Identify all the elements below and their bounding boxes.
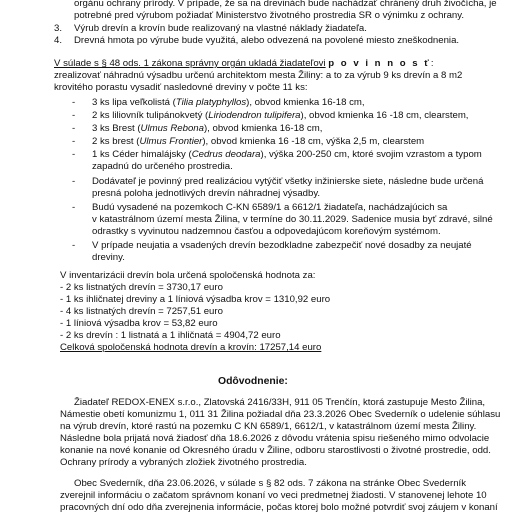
valuation-item: - 1 líniová výsadba krov = 53,82 euro (60, 318, 218, 329)
duty-line: presná poloha jednotlivých drevín náhradnej výsadby. (92, 188, 321, 199)
tree-item-text: 2 ks liliovník tulipánokvetý (Liriodendron tulipifera), obvod kmienka 16 -18 cm, clearstem, (92, 110, 469, 121)
valuation-item: - 2 ks drevín : 1 listnatá a 1 ihličnatá = 4904,72 euro (60, 330, 281, 341)
tree-item: - (72, 110, 76, 121)
obligation-line: krovitého porastu vysadiť nasledovné dreviny v počte 11 ks: (54, 82, 308, 93)
tree-item-text: 3 ks Brest (Ulmus Rebona), obvod kmienka 16-18 cm, (92, 123, 323, 134)
obligation-colon: : (430, 58, 434, 69)
duty-bullet: - (72, 240, 76, 251)
duty-line: odrastky s vyvinutou nadzemnou časťou a odpovedajúcom koreňovým systémom. (92, 226, 441, 237)
duty-bullet: - (72, 176, 76, 187)
condition-text: Výrub drevín a krovín bude realizovaný na vlastné náklady žiadateľa. (74, 23, 367, 34)
tree-item-continuation: zapadnú do určeného prostredia. (92, 161, 233, 172)
condition-number: 4. (54, 35, 63, 46)
valuation-total: Celková spoločenská hodnota drevín a krovín: 17257,14 euro (60, 342, 322, 353)
reasoning-line: na výrub drevín, ktoré rastú na pozemku C KN 6589/1, 6612/1, v katastrálnom území mesta Žiliny. (60, 421, 477, 432)
reasoning-line: konanie na nové konanie od Okresného úradu v Žiline, odboru starostlivosti o životné prostredie, odd. (60, 445, 491, 456)
intro-line: orgánu ochrany prírody. V prípade, že sa na drevinách bude nachádzať chránený druh živočícha, je (74, 0, 497, 9)
reasoning-line: Námestie obetí komunizmu 1, 011 31 Žilina požiadal dňa 23.3.2026 Obec Svederník o udelenie súhlasu (60, 409, 501, 420)
reasoning-line: pracovných dní odo dňa zverejnenia informácie, počas ktorej bolo možné potvrdiť svoj záujem v konaní (60, 502, 498, 513)
valuation-lead: V inventarizácii drevín bola určená spoločenská hodnota za: (60, 270, 316, 281)
duty-line: V prípade neujatia a vsadených drevín bezodkladne zabezpečiť nové dosadby za neujaté (92, 240, 472, 251)
valuation-item: - 4 ks listnatých drevín = 7257,51 euro (60, 306, 223, 317)
reasoning-title: Odôvodnenie: (218, 376, 288, 387)
duty-line: v katastrálnom území mesta Žilina, v termíne do 30.11.2029. Sadenice musia byť zdravé, silné (92, 214, 493, 225)
valuation-item: - 1 ks ihličnatej dreviny a 1 líniová výsadba krov = 1310,92 euro (60, 294, 331, 305)
obligation-emphasis: p o v i n n o s ť (328, 58, 431, 69)
tree-item: - (72, 97, 76, 108)
duty-line: Dodávateľ je povinný pred realizáciou vytýčiť všetky inžinierske siete, následne bude určená (92, 176, 484, 187)
duty-line: Budú vysadené na pozemkoch C-KN 6589/1 a 6612/1 žiadateľa, nachádzajúcich sa (92, 202, 448, 213)
reasoning-line: Žiadateľ REDOX-ENEX s.r.o., Zlatovská 2416/33H, 911 05 Trenčín, ktorá zastupuje Mesto Žilina, (74, 397, 486, 408)
obligation-heading (54, 58, 434, 69)
valuation-item: - 2 ks listnatých drevín = 3730,17 euro (60, 282, 223, 293)
intro-line: potrebné pred výrubom požiadať Ministerstvo životného prostredia SR o výnimku z ochrany. (74, 10, 465, 21)
obligation-lead: V súlade s § 48 ods. 1 zákona správny orgán ukladá žiadateľovi (54, 58, 326, 69)
duty-line: dreviny. (92, 252, 125, 263)
tree-item-text: 3 ks lipa veľkolistá (Tilia platyphyllos), obvod kmienka 16-18 cm, (92, 97, 365, 108)
tree-item: - (72, 136, 76, 147)
tree-item: - (72, 123, 76, 134)
reasoning-line: zverejnil informáciu o začatom správnom konaní vo veci predmetnej žiadosti. V stanovenej lehote 10 (60, 490, 487, 501)
obligation-line: zrealizovať náhradnú výsadbu určenú architektom mesta Žiliny: a to za výrub 9 ks drevín a 8 m2 (54, 70, 463, 81)
reasoning-line: Obec Svederník, dňa 23.06.2026, v súlade s § 82 ods. 7 zákona na stránke Obec Svederník (74, 478, 466, 489)
tree-item-text: 1 ks Céder himalájsky (Cedrus deodara), výška 200-250 cm, ktoré svojim vzrastom a typom (92, 149, 482, 160)
condition-number: 3. (54, 23, 63, 34)
duty-bullet: - (72, 202, 76, 213)
reasoning-line: Ochrany prírody a vybraných zložiek životného prostredia. (60, 457, 307, 468)
tree-item-text: 2 ks brest (Ulmus Frontier), obvod kmienka 16 -18 cm, výška 2,5 m, clearstem (92, 136, 425, 147)
condition-text: Drevná hmota po výrube bude využitá, alebo odvezená na povolené miesto zneškodnenia. (74, 35, 460, 46)
tree-item: - (72, 149, 76, 160)
reasoning-line: Následne bola prijatá nová žiadosť dňa 18.6.2026 z dôvodu vrátenia spisu riešeného mimo odvolacie (60, 433, 490, 444)
